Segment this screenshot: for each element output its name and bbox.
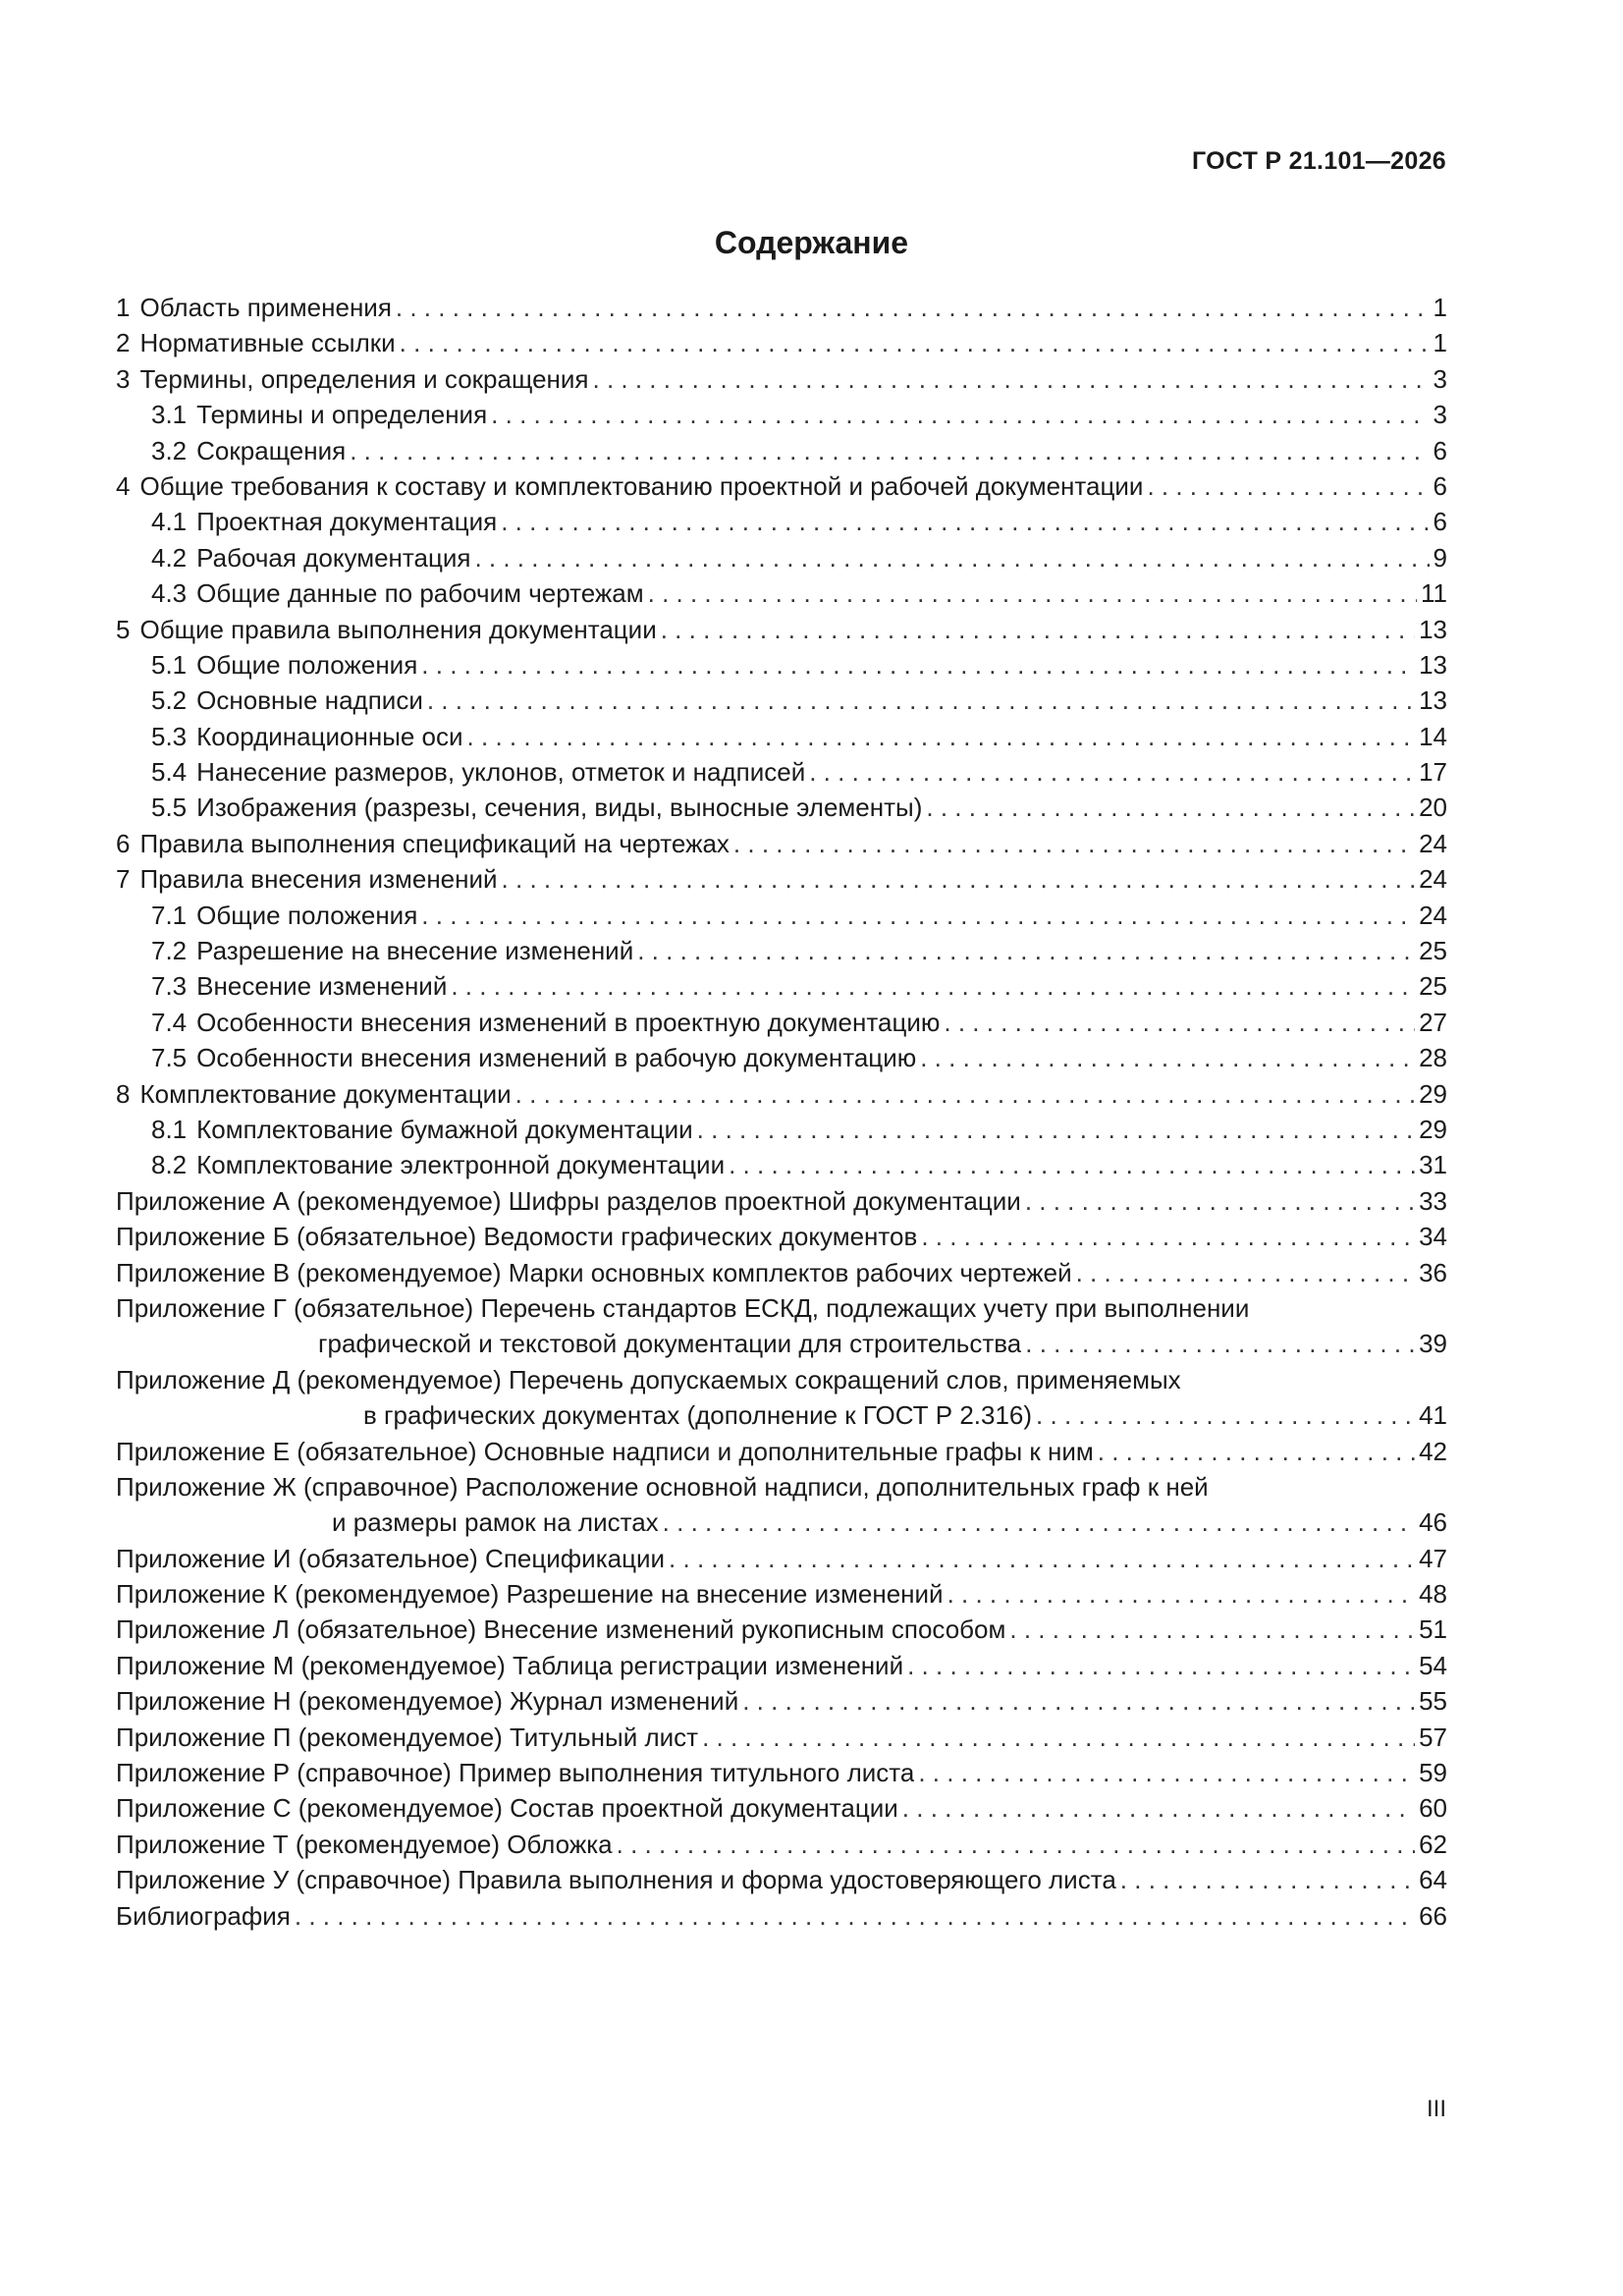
toc-page-number: 28 xyxy=(1419,1043,1447,1073)
dot-leader xyxy=(400,325,1430,360)
toc-section-number: 8.1 xyxy=(151,1114,188,1144)
toc-entry-text: Приложение А (рекомендуемое) Шифры разделов проектной документации xyxy=(116,1185,1021,1216)
dot-leader xyxy=(1025,1326,1415,1361)
toc-entry[interactable] xyxy=(116,1076,1447,1112)
dot-leader xyxy=(637,933,1415,968)
dot-leader xyxy=(1098,1434,1415,1469)
toc-section-number: 8 xyxy=(116,1078,131,1109)
toc-section-number: 5.2 xyxy=(151,685,188,716)
toc-entry-text: Внесение изменений xyxy=(196,971,448,1002)
toc-entry[interactable] xyxy=(116,1683,1447,1719)
dot-leader xyxy=(593,361,1430,397)
toc-entry-text: Общие положения xyxy=(196,900,418,930)
toc-section-number: 4.3 xyxy=(151,578,188,609)
toc-section-number: 7.2 xyxy=(151,936,188,966)
toc-entry-text: Общие требования к составу и комплектованию проектной и рабочей документации xyxy=(139,470,1144,501)
toc-entry[interactable] xyxy=(116,1504,1447,1540)
toc-page-number: 20 xyxy=(1419,793,1447,823)
toc-page-number: 3 xyxy=(1433,400,1447,430)
toc-page-number: 33 xyxy=(1419,1185,1447,1216)
toc-entry[interactable] xyxy=(116,468,1447,504)
toc-entry-text: Область применения xyxy=(139,293,392,322)
dot-leader xyxy=(427,683,1415,718)
toc-section-number: 4.1 xyxy=(151,507,188,537)
toc-entry[interactable] xyxy=(116,1720,1447,1755)
dot-leader xyxy=(295,1898,1415,1934)
dot-leader xyxy=(350,433,1429,468)
toc-page-number: 42 xyxy=(1419,1436,1447,1466)
toc-page-number: 3 xyxy=(1433,363,1447,394)
toc-entry[interactable] xyxy=(116,540,1447,575)
toc-entry-text: Приложение Н (рекомендуемое) Журнал изменений xyxy=(116,1686,739,1717)
toc-page-number: 29 xyxy=(1419,1114,1447,1144)
dot-leader xyxy=(702,1720,1415,1755)
toc-entry-text: Приложение Т (рекомендуемое) Обложка xyxy=(116,1829,613,1859)
toc-page-number: 57 xyxy=(1419,1722,1447,1752)
toc-entry[interactable] xyxy=(116,683,1447,718)
toc-page-number: 54 xyxy=(1419,1650,1447,1680)
toc-entry[interactable] xyxy=(116,826,1447,861)
toc-entry-text: Термины, определения и сокращения xyxy=(139,363,589,394)
toc-page-number: 47 xyxy=(1419,1543,1447,1573)
toc-entry-text: Правила внесения изменений xyxy=(139,864,498,895)
toc-entry-text-continued: графической и текстовой документации для строительства xyxy=(318,1329,1022,1359)
dot-leader xyxy=(918,1755,1415,1790)
toc-entry-text: Приложение У (справочное) Правила выполнения и форма удостоверяющего листа xyxy=(116,1865,1116,1895)
toc-entry-text: Разрешение на внесение изменений xyxy=(196,936,634,966)
toc-entry[interactable] xyxy=(116,1326,1447,1361)
dot-leader xyxy=(921,1219,1415,1254)
toc-entry-text: Нанесение размеров, уклонов, отметок и надписей xyxy=(196,757,806,788)
toc-entry[interactable] xyxy=(116,933,1447,968)
toc-page-number: 31 xyxy=(1419,1150,1447,1180)
dot-leader xyxy=(1147,468,1429,504)
toc-page-number: 34 xyxy=(1419,1222,1447,1252)
toc-page-number: 6 xyxy=(1433,435,1447,465)
toc-entry-text: Сокращения xyxy=(196,435,347,465)
toc-section-number: 7.3 xyxy=(151,971,188,1002)
dot-leader xyxy=(742,1683,1415,1719)
dot-leader xyxy=(1009,1612,1415,1647)
toc-page-number: 13 xyxy=(1419,649,1447,680)
toc-entry-text: Координационные оси xyxy=(196,721,463,751)
toc-page-number: 51 xyxy=(1419,1614,1447,1645)
dot-leader xyxy=(648,575,1417,611)
toc-page-number: 25 xyxy=(1419,936,1447,966)
toc-section-number: 5.3 xyxy=(151,721,188,751)
toc-entry-text: Приложение Ж (справочное) Расположение основной надписи, дополнительных граф к ней xyxy=(116,1471,1209,1502)
toc-entry-text: Изображения (разрезы, сечения, виды, выносные элементы) xyxy=(196,793,923,823)
toc-section-number: 7.4 xyxy=(151,1007,188,1037)
dot-leader xyxy=(421,898,1415,933)
dot-leader xyxy=(451,968,1415,1004)
toc-entry[interactable] xyxy=(116,433,1447,468)
toc-page-number: 13 xyxy=(1419,614,1447,644)
toc-entry-text: Приложение П (рекомендуемое) Титульный лист xyxy=(116,1722,699,1752)
dot-leader xyxy=(920,1040,1415,1075)
dot-leader xyxy=(396,290,1430,325)
toc-entry[interactable] xyxy=(116,790,1447,825)
toc-page-number: 24 xyxy=(1419,828,1447,858)
toc-section-number: 4.2 xyxy=(151,542,188,573)
dot-leader xyxy=(729,1147,1415,1182)
toc-entry-line xyxy=(116,1290,1447,1326)
toc-entry[interactable] xyxy=(116,1397,1447,1433)
dot-leader xyxy=(926,790,1415,825)
toc-page-number: 41 xyxy=(1419,1400,1447,1431)
dot-leader xyxy=(502,861,1416,897)
toc-entry[interactable] xyxy=(116,968,1447,1004)
toc-section-number: 2 xyxy=(116,328,131,358)
toc-entry-text: Приложение Р (справочное) Пример выполнения титульного листа xyxy=(116,1758,915,1788)
toc-entry-text: Приложение Л (обязательное) Внесение изменений рукописным способом xyxy=(116,1614,1006,1645)
toc-entry[interactable] xyxy=(116,861,1447,897)
toc-page-number: 11 xyxy=(1421,578,1447,609)
toc-entry[interactable] xyxy=(116,1898,1447,1934)
dot-leader xyxy=(617,1827,1415,1862)
toc-section-number: 1 xyxy=(116,293,131,322)
toc-page-number: 9 xyxy=(1433,542,1447,573)
toc-entry[interactable] xyxy=(116,1434,1447,1469)
toc-entry-text-continued: в графических документах (дополнение к ГОСТ Р 2.316) xyxy=(363,1400,1033,1431)
toc-entry-text: Особенности внесения изменений в рабочую документацию xyxy=(196,1043,917,1073)
toc-entry[interactable] xyxy=(116,325,1447,360)
toc-entry-text: Комплектование бумажной документации xyxy=(196,1114,693,1144)
toc-entry[interactable] xyxy=(116,1862,1447,1897)
toc-entry-text-continued: и размеры рамок на листах xyxy=(332,1507,659,1538)
toc-page-number: 64 xyxy=(1419,1865,1447,1895)
toc-entry[interactable] xyxy=(116,647,1447,683)
dot-leader xyxy=(661,612,1415,647)
toc-entry-text: Приложение К (рекомендуемое) Разрешение на внесение изменений xyxy=(116,1579,944,1610)
toc-section-number: 6 xyxy=(116,828,131,858)
toc-entry[interactable] xyxy=(116,1612,1447,1647)
toc-page-number: 46 xyxy=(1419,1507,1447,1538)
toc-entry-text: Основные надписи xyxy=(196,685,423,716)
toc-entry[interactable] xyxy=(116,1255,1447,1290)
dot-leader xyxy=(944,1005,1415,1040)
toc-entry[interactable] xyxy=(116,361,1447,397)
document-code: ГОСТ Р 21.101—2026 xyxy=(1191,147,1446,175)
toc-entry-text: Общие правила выполнения документации xyxy=(139,614,657,644)
toc-section-number: 4 xyxy=(116,470,131,501)
toc-entry-text: Приложение С (рекомендуемое) Состав проектной документации xyxy=(116,1793,898,1824)
toc-page-number: 62 xyxy=(1419,1829,1447,1859)
toc-entry-text: Рабочая документация xyxy=(196,542,471,573)
toc-entry[interactable] xyxy=(116,1219,1447,1254)
dot-leader xyxy=(1025,1183,1415,1219)
toc-entry-text: Приложение Г (обязательное) Перечень стандартов ЕСКД, подлежащих учету при выполнении xyxy=(116,1292,1250,1323)
toc-entry[interactable] xyxy=(116,1183,1447,1219)
toc-entry-text: Термины и определения xyxy=(196,400,488,430)
dot-leader xyxy=(1036,1397,1415,1433)
toc-page-number: 48 xyxy=(1419,1579,1447,1610)
dot-leader xyxy=(947,1576,1416,1612)
dot-leader xyxy=(663,1504,1415,1540)
toc-page-number: 6 xyxy=(1433,470,1447,501)
toc-entry[interactable] xyxy=(116,1040,1447,1075)
toc-section-number: 3 xyxy=(116,363,131,394)
toc-entry-text: Приложение М (рекомендуемое) Таблица регистрации изменений xyxy=(116,1650,904,1680)
toc-entry[interactable] xyxy=(116,1147,1447,1182)
dot-leader xyxy=(697,1112,1415,1147)
dot-leader xyxy=(491,397,1429,432)
dot-leader xyxy=(467,719,1416,754)
toc-section-number: 7.1 xyxy=(151,900,188,930)
toc-entry[interactable] xyxy=(116,504,1447,539)
toc-page-number: 29 xyxy=(1419,1078,1447,1109)
dot-leader xyxy=(809,754,1415,790)
toc-entry[interactable] xyxy=(116,1005,1447,1040)
toc-page-number: 66 xyxy=(1419,1900,1447,1931)
dot-leader xyxy=(1076,1255,1415,1290)
toc-page-number: 14 xyxy=(1419,721,1447,751)
toc-entry[interactable] xyxy=(116,898,1447,933)
dot-leader xyxy=(501,504,1429,539)
toc-entry[interactable] xyxy=(116,1648,1447,1683)
toc-entry-text: Приложение В (рекомендуемое) Марки основных комплектов рабочих чертежей xyxy=(116,1257,1072,1287)
toc-entry[interactable] xyxy=(116,575,1447,611)
page-title: Содержание xyxy=(714,225,909,260)
toc-entry[interactable] xyxy=(116,1755,1447,1790)
toc-entry-line xyxy=(116,1469,1447,1504)
toc-section-number: 3.2 xyxy=(151,435,188,465)
toc-page-number: 55 xyxy=(1419,1686,1447,1717)
toc-page-number: 36 xyxy=(1419,1257,1447,1287)
toc-entry-text: Общие положения xyxy=(196,649,418,680)
dot-leader xyxy=(907,1648,1415,1683)
toc-page-number: 60 xyxy=(1419,1793,1447,1824)
toc-section-number: 7 xyxy=(116,864,131,895)
toc-entry[interactable] xyxy=(116,1541,1447,1576)
toc-section-number: 5 xyxy=(116,614,131,644)
dot-leader xyxy=(1120,1862,1415,1897)
toc-entry[interactable] xyxy=(116,719,1447,754)
toc-page-number: 6 xyxy=(1433,507,1447,537)
toc-page-number: 13 xyxy=(1419,685,1447,716)
toc-page-number: 24 xyxy=(1419,864,1447,895)
toc-page-number: 25 xyxy=(1419,971,1447,1002)
toc-entry[interactable] xyxy=(116,754,1447,790)
toc-page-number: 1 xyxy=(1433,328,1447,358)
toc-entry-text: Комплектование документации xyxy=(139,1078,512,1109)
toc-entry[interactable] xyxy=(116,612,1447,647)
toc-entry-text: Приложение Б (обязательное) Ведомости графических документов xyxy=(116,1222,918,1252)
toc-entry[interactable] xyxy=(116,1112,1447,1147)
toc-entry-text: Проектная документация xyxy=(196,507,498,537)
toc-page-number: 27 xyxy=(1419,1007,1447,1037)
toc-page-number: 1 xyxy=(1433,293,1447,322)
toc-entry-text: Приложение Д (рекомендуемое) Перечень допускаемых сокращений слов, применяемых xyxy=(116,1364,1181,1394)
toc-entry[interactable] xyxy=(116,290,1447,325)
toc-page-number: 24 xyxy=(1419,900,1447,930)
toc-entry-text: Библиография xyxy=(116,1900,291,1931)
table-of-contents xyxy=(116,290,1447,1934)
toc-section-number: 5.4 xyxy=(151,757,188,788)
toc-entry-text: Приложение И (обязательное) Спецификации xyxy=(116,1543,666,1573)
toc-entry-text: Комплектование электронной документации xyxy=(196,1150,726,1180)
dot-leader xyxy=(515,1076,1415,1112)
toc-section-number: 3.1 xyxy=(151,400,188,430)
dot-leader xyxy=(733,826,1415,861)
toc-entry-text: Нормативные ссылки xyxy=(139,328,396,358)
dot-leader xyxy=(474,540,1429,575)
toc-entry-text: Особенности внесения изменений в проектную документацию xyxy=(196,1007,941,1037)
toc-entry-text: Правила выполнения спецификаций на чертежах xyxy=(139,828,730,858)
dot-leader xyxy=(902,1790,1415,1826)
toc-entry-text: Общие данные по рабочим чертежам xyxy=(196,578,644,609)
toc-page-number: 59 xyxy=(1419,1758,1447,1788)
toc-section-number: 5.5 xyxy=(151,793,188,823)
toc-entry[interactable] xyxy=(116,397,1447,432)
dot-leader xyxy=(669,1541,1415,1576)
toc-entry-line xyxy=(116,1362,1447,1397)
toc-entry[interactable] xyxy=(116,1827,1447,1862)
toc-section-number: 5.1 xyxy=(151,649,188,680)
page-number: III xyxy=(1426,2096,1446,2122)
toc-entry[interactable] xyxy=(116,1790,1447,1826)
toc-entry[interactable] xyxy=(116,1576,1447,1612)
toc-entry-text: Приложение Е (обязательное) Основные надписи и дополнительные графы к ним xyxy=(116,1436,1094,1466)
toc-page-number: 39 xyxy=(1419,1329,1447,1359)
toc-section-number: 8.2 xyxy=(151,1150,188,1180)
dot-leader xyxy=(421,647,1415,683)
toc-page-number: 17 xyxy=(1419,757,1447,788)
toc-section-number: 7.5 xyxy=(151,1043,188,1073)
